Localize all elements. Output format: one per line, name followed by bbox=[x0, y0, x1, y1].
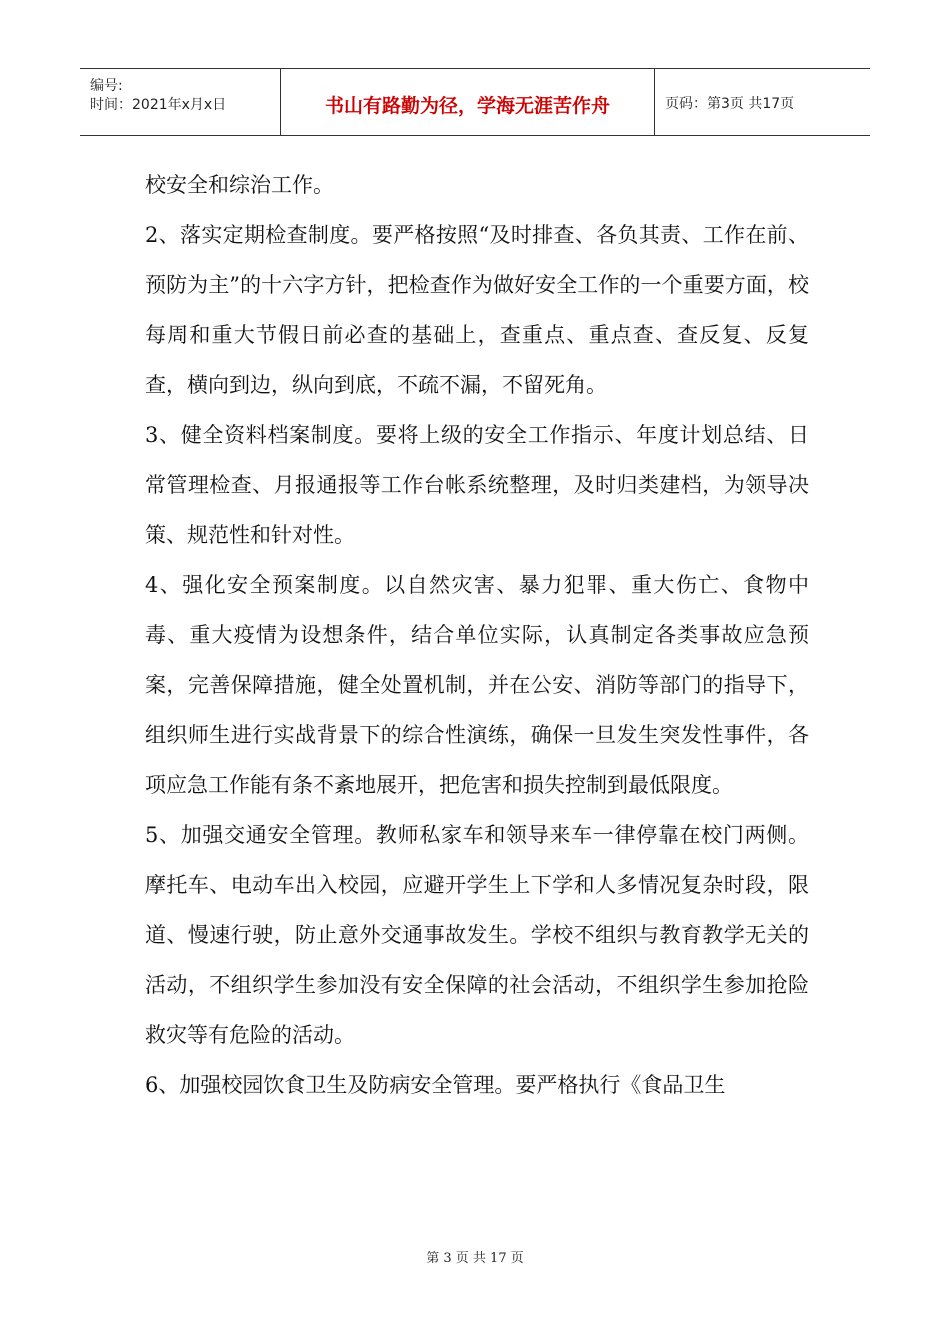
paragraph: 3、健全资料档案制度。要将上级的安全工作指示、年度计划总结、日常管理检查、月报通报等工作台帐系统整理，及时归类建档，为领导决策、规范性和针对性。 bbox=[145, 423, 809, 547]
header-page-number: 页码：第3页 共17页 bbox=[665, 96, 795, 112]
header-meta-cell bbox=[80, 69, 281, 135]
body-text bbox=[145, 160, 809, 1110]
paragraph: 5、加强交通安全管理。教师私家车和领导来车一律停靠在校门两侧。摩托车、电动车出入校园，应避开学生上下学和人多情况复杂时段，限道、慢速行驶，防止意外交通事故发生。学校不组织与教育教学无关的活动，不组织学生参加没有安全保障的社会活动，不组织学生参加抢险救灾等有危险的活动。 bbox=[145, 823, 809, 1047]
paragraph: 校安全和综治工作。 bbox=[145, 173, 334, 197]
page-footer: 第 3 页 共 17 页 bbox=[426, 1251, 524, 1266]
paragraph: 4、强化安全预案制度。以自然灾害、暴力犯罪、重大伤亡、食物中毒、重大疫情为设想条件，结合单位实际，认真制定各类事故应急预案，完善保障措施，健全处置机制，并在公安、消防等部门的指导下，组织师生进行实战背景下的综合性演练，确保一旦发生突发性事件，各项应急工作能有条不紊地展开，把危害和损失控制到最低限度。 bbox=[145, 573, 809, 797]
header-page-cell bbox=[655, 69, 870, 135]
paragraph: 6、加强校园饮食卫生及防病安全管理。要严格执行《食品卫生 bbox=[145, 1073, 726, 1097]
page-header bbox=[80, 68, 870, 136]
header-motto-cell bbox=[281, 69, 655, 135]
document-date: 时间：2021年x月x日 bbox=[90, 97, 227, 113]
paragraph: 2、落实定期检查制度。要严格按照“及时排查、各负其责、工作在前、预防为主”的十六字方针，把检查作为做好安全工作的一个重要方面，校每周和重大节假日前必查的基础上，查重点、重点查、查反复、反复查，横向到边，纵向到底，不疏不漏，不留死角。 bbox=[145, 223, 809, 397]
header-motto: 书山有路勤为径，学海无涯苦作舟 bbox=[324, 95, 610, 117]
document-number-label: 编号: bbox=[90, 78, 123, 94]
